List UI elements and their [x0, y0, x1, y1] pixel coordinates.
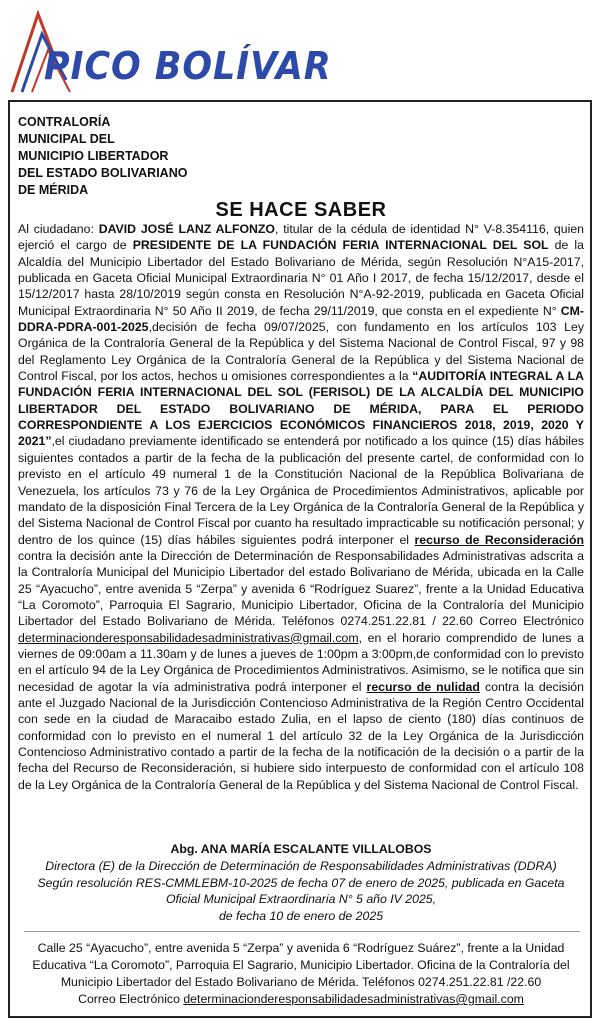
office-address: Calle 25 “Ayacucho”, entre avenida 5 “Zerpa” y avenida 6 “Rodríguez Suárez”, frente a la Unidad Educativa “La Coromoto”, Parroquia El Sagrario, Municipio Libertador. Oficina de la Contraloría del Municipio Libertador del Estado Bolivariano de Mérida. Teléfonos 0274.251.22.81 /22.60	[32, 941, 570, 989]
issuer-line: MUNICIPIO LIBERTADOR	[18, 149, 169, 163]
signatory-line: Directora (E) de la Dirección de Determinación de Responsabilidades Administrativas (DDRA)	[45, 859, 557, 873]
footer-email-link[interactable]: determinacionderesponsabilidadesadministrativas@gmail.com	[183, 992, 524, 1006]
footer-divider	[24, 931, 580, 932]
body-text: , en el horario comprendido de lunes a viernes de 09:00am a 11.30am y de lunes a jueves de 1:00pm a 3:00pm,de conformidad con lo previsto en el artículo 94 de la Ley Orgánica de Procedimientos Administrativos. Asimismo, se le notifica que sin necesidad de agotar la vía administrativa podrá interponer el	[18, 630, 584, 694]
body-text: contra la decisión ante el Juzgado Nacional de la Jurisdicción Contencioso Administrativa de la Región Centro Occidental con sede en la ciudad de Maracaibo estado Zulia, en el lapso de ciento (180) días continuos de conformidad con lo previsto en el numeral 1 del artículo 32 de la Ley Orgánica de la Jurisdicción Contencioso Administrativo contado a partir de la fecha de la notificación de la decisión o a partir de la fecha del Recurso de Reconsideración, si hubiere sido interpuesto de conformidad con el artículo 108 de la Ley Orgánica de la Contraloría General de la República y del Sistema Nacional de Control Fiscal.	[18, 679, 584, 792]
audit-title: “AUDITORÍA INTEGRAL A LA FUNDACIÓN FERIA INTERNACIONAL DEL SOL (FERISOL) DE LA ALCALDÍA DEL MUNICIPIO LIBERTADOR DEL ESTADO BOLIVARIANO DE MÉRIDA, PARA EL PERIODO CORRESPONDIENTE A LOS EJERCICIOS ECONÓMICOS FINANCIEROS 2018, 2019, 2020 Y 2021”	[18, 369, 584, 449]
footer-email-line	[14, 991, 588, 1008]
email-label: Correo Electrónico	[78, 992, 184, 1006]
case-number: CM-DDRA-PDRA-001-2025	[18, 303, 584, 335]
issuer-line: DEL ESTADO BOLIVARIANO	[18, 166, 188, 180]
issuer-line: CONTRALORÍA	[18, 115, 111, 129]
signatory-line: de fecha 10 de enero de 2025	[218, 908, 384, 923]
signatory-name: Abg. ANA MARÍA ESCALANTE VILLALOBOS	[170, 842, 432, 856]
body-text: , titular de la cédula de identidad N° V-8.354116, quien ejerció el cargo de	[18, 222, 585, 253]
nullity-remedy: recurso de nulidad	[366, 679, 480, 694]
issuer-heading	[18, 114, 187, 199]
email-link[interactable]: determinacionderesponsabilidadesadministrativas@gmail.com	[18, 630, 359, 645]
issuer-line: DE MÉRIDA	[18, 183, 89, 197]
notice-body	[18, 221, 584, 793]
signatory-details	[0, 858, 602, 924]
logo-text: PICO BOLÍVAR	[44, 44, 332, 88]
signatory-line: Según resolución RES-CMMLEBM-10-2025 de fecha 07 de enero de 2025, publicada en Gaceta	[37, 875, 565, 890]
body-text: de la Alcaldía del Municipio Libertador del Estado Bolivariano de Mérida, según Resolución N°A15-2017, publicada en Gaceta Oficial Municipal Extraordinaria N° 01 Año I 2017, de fecha 15/12/2017, desde el 15/12/2017 hasta 28/10/2019 según consta en Resolución N°A-92-2019, publicada en Gaceta Oficial Municipal Extraordinaria N° 50 Año II 2019, de fecha 29/11/2019, que consta en el expediente N°	[18, 238, 585, 318]
citizen-role: PRESIDENTE DE LA FUNDACIÓN FERIA INTERNACIONAL DEL SOL	[132, 238, 549, 253]
citizen-name: DAVID JOSÉ LANZ ALFONZO	[98, 222, 275, 236]
signatory-line: Oficial Municipal Extraordinaria N° 5 año IV 2025,	[165, 892, 437, 906]
issuer-line: MUNICIPAL DEL	[18, 132, 115, 146]
newspaper-logo	[0, 0, 602, 96]
body-text: ,el ciudadano previamente identificado se entenderá por notificado a los quince (15) días hábiles siguientes contados a partir de la fecha de la publicación del presente cartel, de conformidad con lo previsto en el artículo 49 numeral 1 de la Constitución Nacional de la República Bolivariana de Venezuela, los artículos 73 y 76 de la Ley Orgánica de Procedimientos Administrativos, aplicable por mandato de la disposición Final Tercera de la Ley Orgánica de la Contraloría General de la República y del Sistema Nacional de Control Fiscal por cuanto ha resultado impracticable su notificación personal; y dentro de los quince (15) días hábiles siguientes podrá interponer el	[18, 434, 584, 547]
body-text: contra la decisión ante la Dirección de Determinación de Responsabilidades Administrativas adscrita a la Contraloría Municipal del Municipio Libertador del estado Bolivariano de Mérida, ubicada en la Calle 25 “Ayacucho”, entre avenida 5 “Zerpa” y avenida 6 “Rodríguez Suarez”, frente a la Unidad Educativa “La Coromoto”, Parroquia El Sagrario, Municipio Libertador, Oficina de la Contraloría del Municipio Libertador del Estado Bolivariano de Mérida. Teléfonos 0274.251.22.81 / 22.60 Correo Electrónico	[18, 548, 584, 629]
body-text: Al ciudadano:	[18, 222, 99, 236]
reconsideration-remedy: recurso de Reconsideración	[414, 532, 584, 547]
office-footer	[14, 940, 588, 1008]
notice-title: SE HACE SABER	[215, 199, 387, 221]
body-text: ,decisión de fecha 09/07/2025, con fundamento en los artículos 103 Ley Orgánica de la Contraloría General de la República y del Sistema Nacional de Control Fiscal, 97 y 98 del Reglamento Ley Orgánica de la Contraloría General de la República y del Sistema Nacional de Control Fiscal, por los actos, hechos u omisiones correspondientes a la	[18, 320, 584, 384]
